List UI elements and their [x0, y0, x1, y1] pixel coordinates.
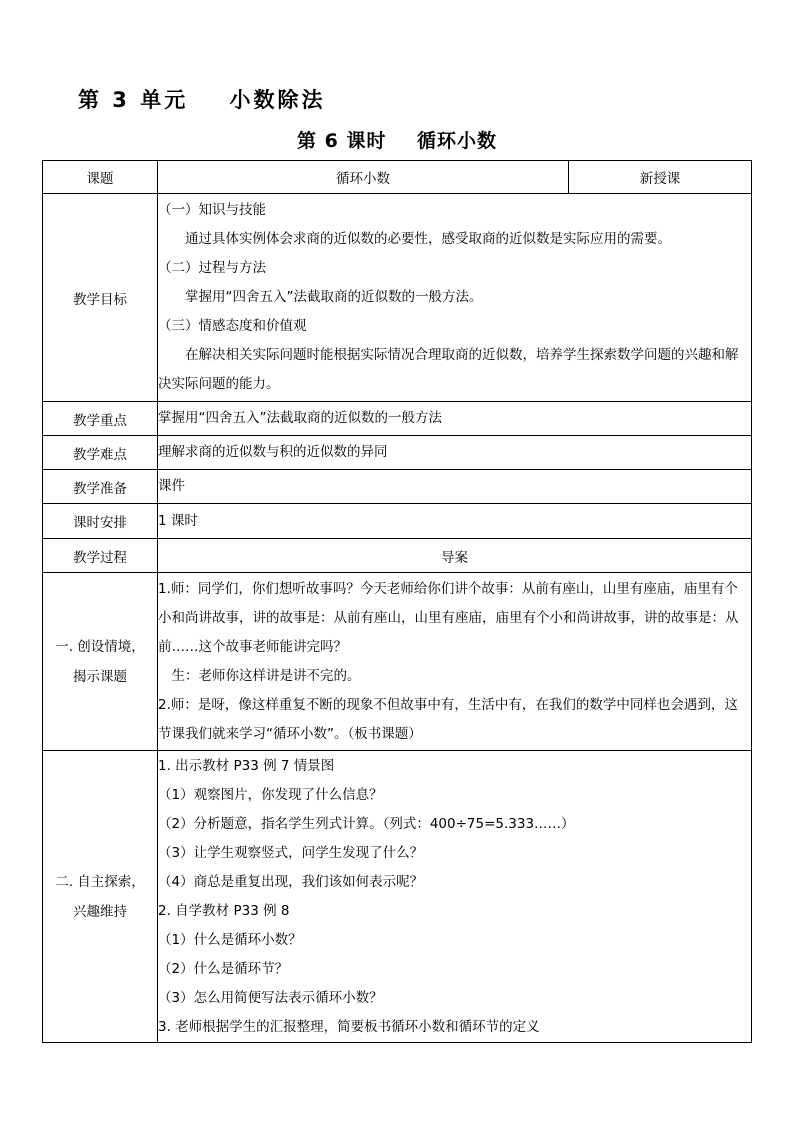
goals-content [158, 194, 752, 402]
preparation-label: 教学准备 [43, 470, 158, 504]
step2-content [158, 751, 752, 1043]
preparation-text: 课件 [158, 470, 752, 504]
goals-heading-process: （二）过程与方法 [158, 260, 266, 276]
step2-line-5: （4）商总是重复出现，我们该如何表示呢？ [158, 873, 424, 890]
table-row-process [43, 539, 752, 573]
goals-knowledge-text: 通过具体实例体会求商的近似数的必要性，感受取商的近似数是实际应用的需要。 [185, 231, 671, 247]
unit-title: 第 3 单元 小数除法 [78, 88, 326, 112]
difficulty-label: 教学难点 [43, 436, 158, 470]
table-row-step-2 [43, 751, 752, 1043]
step1-paragraph-1: 1.师：同学们，你们想听故事吗？今天老师给你们讲个故事：从前有座山，山里有座庙，庙里有个小和尚讲故事，讲的故事是：从前有座山，山里有座庙，庙里有个小和尚讲故事，讲的故事是：从前……这个故事老师能讲完吗？ [158, 580, 739, 655]
step2-line-2: （1）观察图片，你发现了什么信息？ [158, 786, 383, 803]
step2-line-10: 3. 老师根据学生的汇报整理，简要板书循环小数和循环节的定义 [158, 1018, 540, 1035]
step2-label-line2: 兴趣维持 [73, 903, 127, 920]
table-row-step-1 [43, 573, 752, 751]
step1-paragraph-2: 生：老师你这样讲是讲不完的。 [171, 667, 361, 684]
step2-line-6: 2. 自学教材 P33 例 8 [158, 902, 290, 919]
goals-label: 教学目标 [43, 194, 158, 402]
step1-label [43, 573, 158, 751]
key-points-label: 教学重点 [43, 402, 158, 436]
goals-process-text: 掌握用“四舍五入”法截取商的近似数的一般方法。 [185, 289, 483, 305]
topic-label: 课题 [43, 161, 158, 194]
hours-text: 1 课时 [158, 504, 752, 539]
table-row-difficulty [43, 436, 752, 470]
step2-line-8: （2）什么是循环节？ [158, 960, 289, 977]
table-row-hours [43, 504, 752, 539]
topic-title: 循环小数 [158, 161, 569, 194]
lesson-type: 新授课 [569, 161, 752, 194]
step1-label-line2: 揭示课题 [73, 668, 127, 685]
process-guide: 导案 [158, 539, 752, 573]
step2-line-7: （1）什么是循环小数？ [158, 931, 302, 948]
lesson-title: 第 6 课时 循环小数 [297, 130, 497, 152]
step2-label-line1: 二. 自主探索， [55, 873, 145, 890]
table-row-topic [43, 161, 752, 194]
step1-content [158, 573, 752, 751]
goals-attitude-text: 在解决相关实际问题时能根据实际情况合理取商的近似数，培养学生探索数学问题的兴趣和解决实际问题的能力。 [158, 347, 739, 392]
key-points-text: 掌握用“四舍五入”法截取商的近似数的一般方法 [158, 402, 752, 436]
lesson-plan-table [42, 160, 752, 1043]
table-row-goals [43, 194, 752, 402]
goals-heading-attitude: （三）情感态度和价值观 [158, 318, 307, 334]
step2-line-4: （3）让学生观察竖式，问学生发现了什么？ [158, 844, 424, 861]
table-row-preparation [43, 470, 752, 504]
step2-line-3: （2）分析题意，指名学生列式计算。（列式：400÷75=5.333……） [158, 815, 575, 832]
process-label: 教学过程 [43, 539, 158, 573]
table-row-key-points [43, 402, 752, 436]
step1-paragraph-3: 2.师：是呀，像这样重复不断的现象不但故事中有，生活中有，在我们的数学中同样也会遇到，这节课我们就来学习“循环小数”。（板书课题） [158, 696, 738, 742]
hours-label: 课时安排 [43, 504, 158, 539]
step2-line-1: 1. 出示教材 P33 例 7 情景图 [158, 757, 335, 774]
goals-heading-knowledge: （一）知识与技能 [158, 202, 266, 218]
step1-label-line1: 一. 创设情境， [55, 638, 145, 655]
difficulty-text: 理解求商的近似数与积的近似数的异同 [158, 436, 752, 470]
step2-line-9: （3）怎么用简便写法表示循环小数？ [158, 989, 383, 1006]
step2-label [43, 751, 158, 1043]
